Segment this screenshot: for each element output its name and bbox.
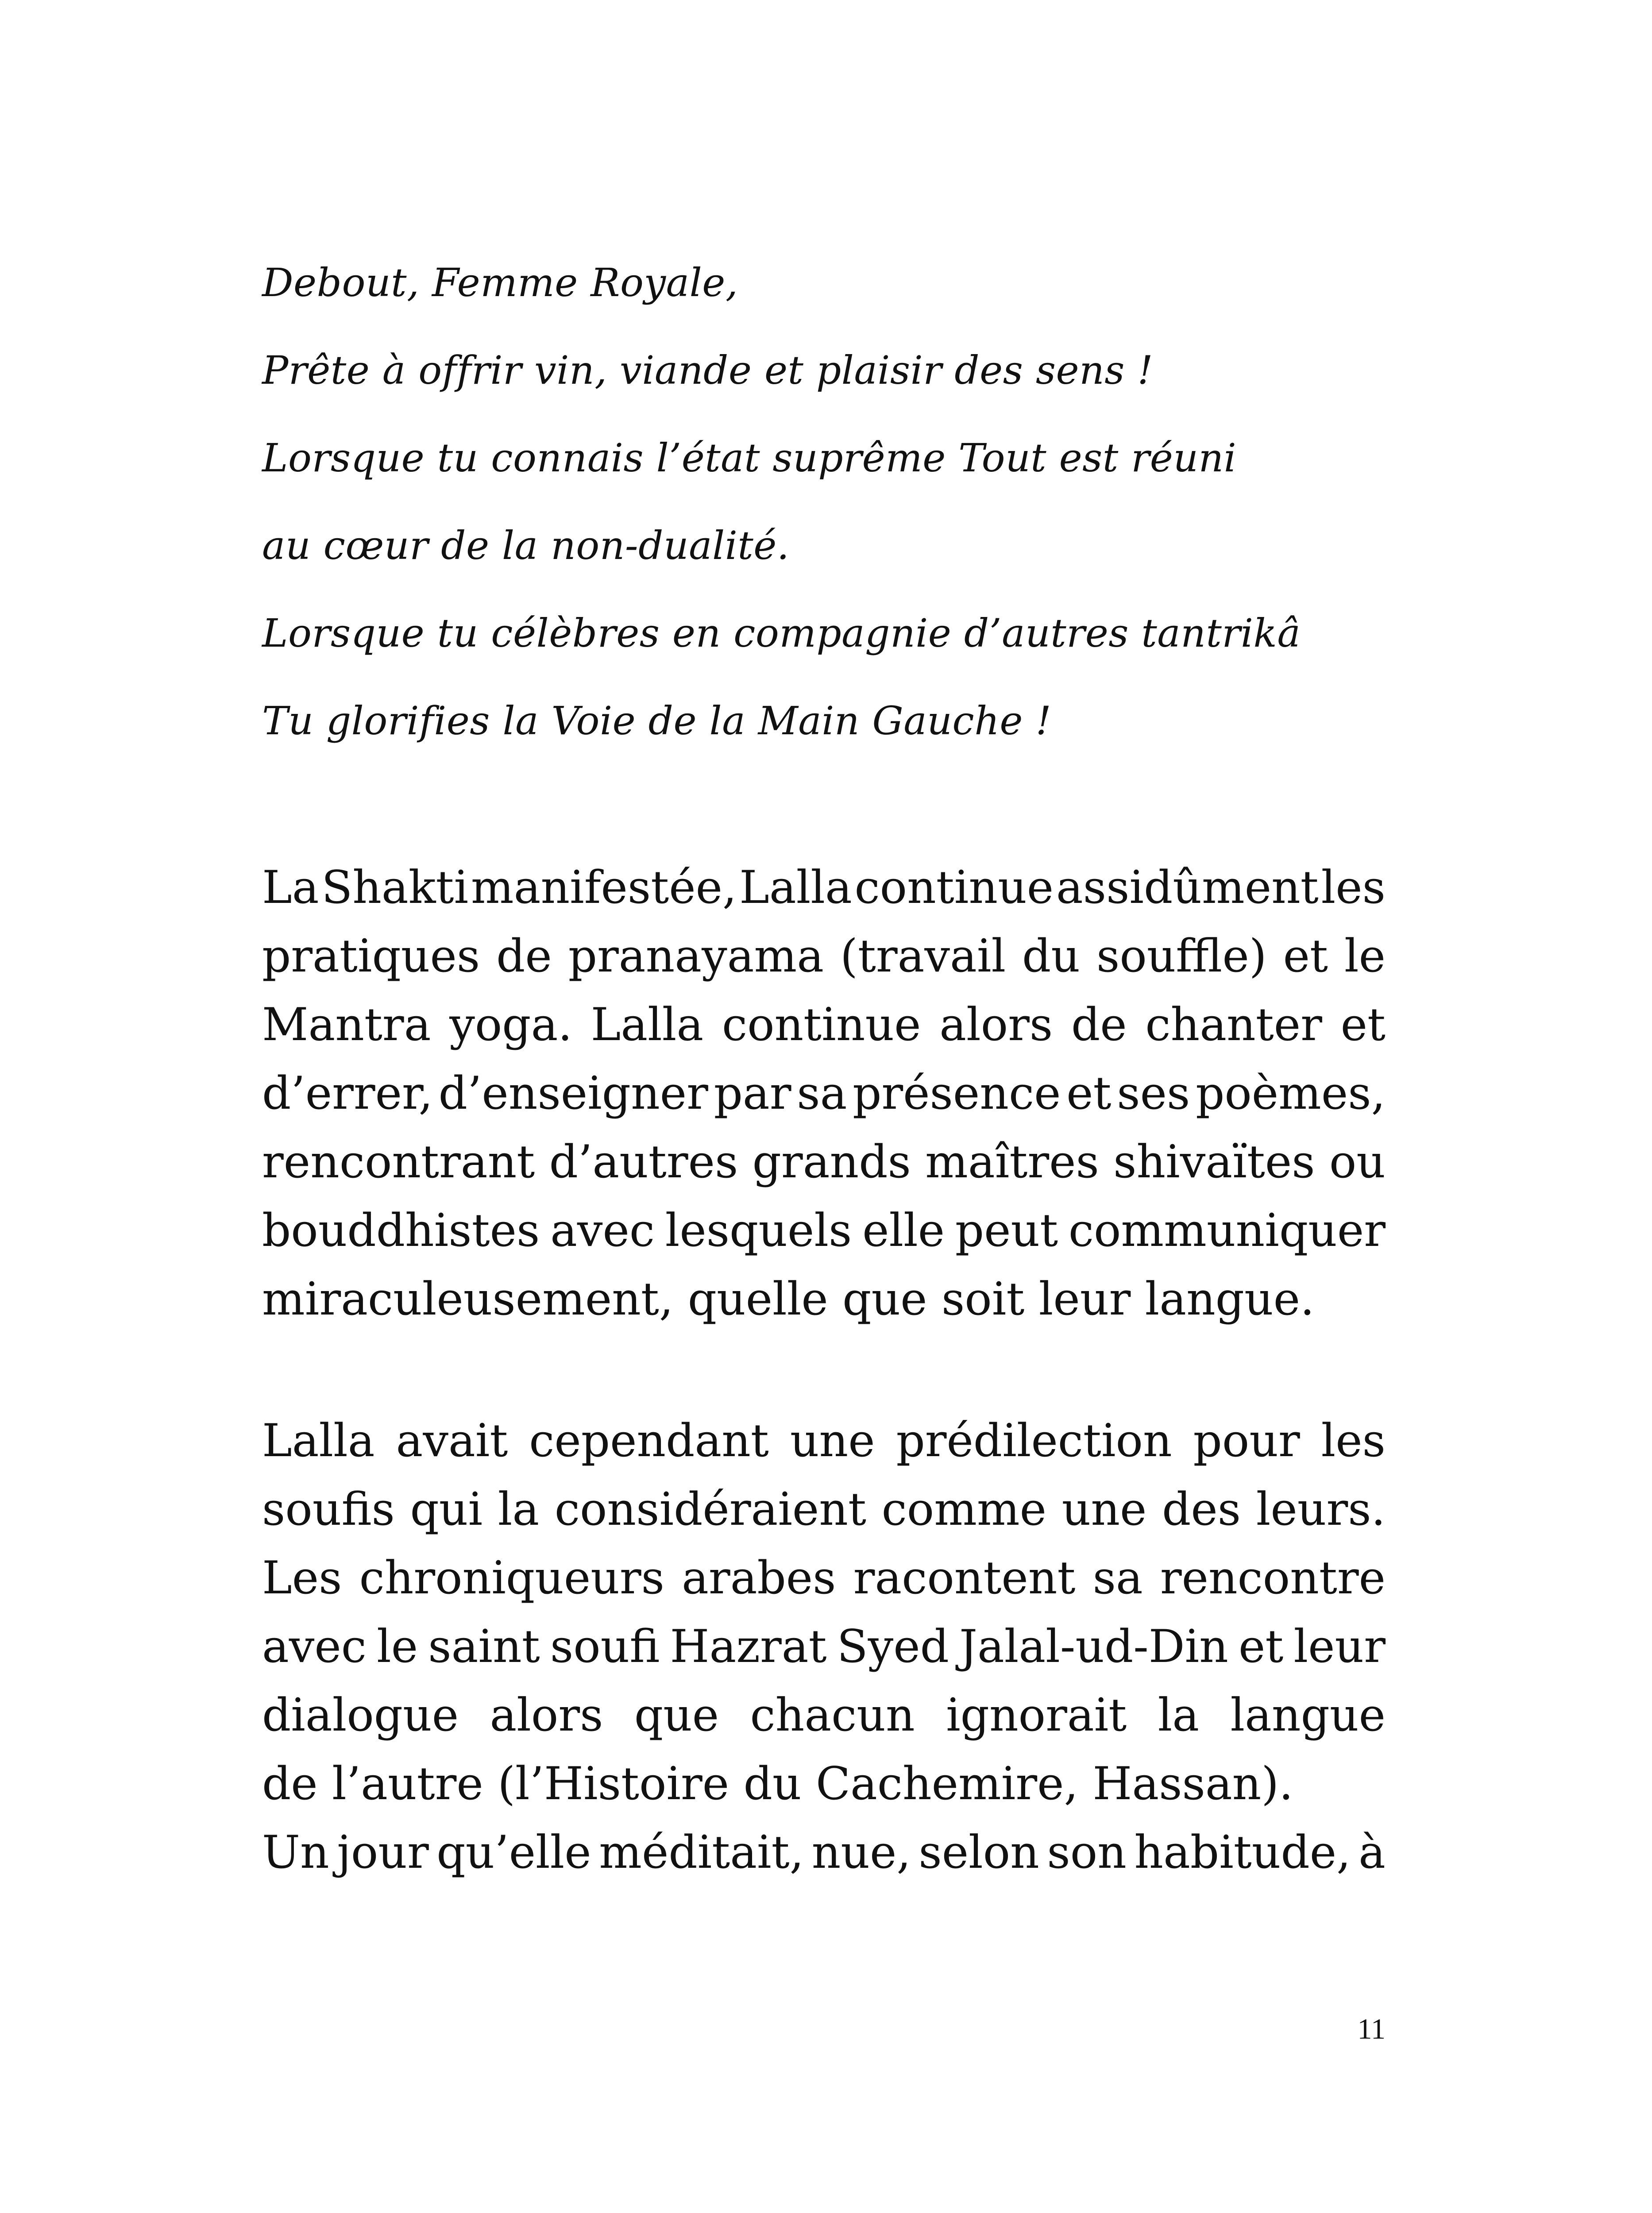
word: leur xyxy=(1293,1620,1386,1673)
word: méditait, xyxy=(599,1826,804,1879)
word: et xyxy=(1239,1620,1284,1673)
word: d’autres xyxy=(549,1136,738,1188)
word: que xyxy=(634,1689,719,1742)
paragraph-line xyxy=(262,853,1386,922)
paragraph-line xyxy=(262,1544,1386,1612)
word: quelle xyxy=(687,1273,828,1326)
word: des xyxy=(1162,1483,1241,1536)
word: Lalla xyxy=(591,999,704,1051)
word: comme xyxy=(881,1483,1046,1536)
word: souffle) xyxy=(1096,930,1267,983)
poem-line: au cœur de la non-dualité. xyxy=(262,523,790,568)
paragraph-line xyxy=(262,991,1386,1059)
paragraph-line xyxy=(262,1128,1386,1196)
word: miraculeusement, xyxy=(262,1273,674,1326)
paragraph-line xyxy=(262,1681,1386,1750)
poem-line: Lorsque tu connais l’état suprême Tout est réuni xyxy=(262,435,1237,481)
word: pranayama xyxy=(568,930,824,983)
word: rencontrant xyxy=(262,1136,535,1188)
word: chanter xyxy=(1145,999,1322,1051)
word: ignorait xyxy=(946,1689,1127,1742)
word: et xyxy=(1283,930,1328,983)
word: ou xyxy=(1329,1136,1386,1188)
word: manifestée, xyxy=(471,861,737,914)
word: avait xyxy=(396,1415,508,1467)
word: qu’elle xyxy=(436,1826,591,1879)
word: d’errer, xyxy=(262,1067,433,1120)
word: le xyxy=(377,1620,418,1673)
word: cependant xyxy=(529,1415,769,1467)
word: continue xyxy=(854,861,1054,914)
paragraph-line xyxy=(262,1612,1386,1681)
word: Hazrat xyxy=(670,1620,827,1673)
word: poèmes, xyxy=(1196,1067,1386,1120)
word: la xyxy=(498,1483,540,1536)
word: (travail xyxy=(840,930,1006,983)
word: dialogue xyxy=(262,1689,459,1742)
word: bouddhistes xyxy=(262,1204,540,1257)
word: Hassan). xyxy=(1092,1758,1293,1810)
word: ses xyxy=(1117,1067,1190,1120)
paragraph-line xyxy=(262,1059,1386,1128)
poem-line: Prête à offrir vin, viande et plaisir des sens ! xyxy=(262,347,1154,393)
word: jour xyxy=(337,1826,429,1879)
word: sa xyxy=(1092,1552,1143,1604)
word: une xyxy=(1061,1483,1147,1536)
word: les xyxy=(1321,1415,1386,1467)
page-number: 11 xyxy=(1357,2013,1386,2045)
word: et xyxy=(1066,1067,1112,1120)
word: leurs. xyxy=(1256,1483,1386,1536)
word: de xyxy=(1071,999,1127,1051)
word: Syed xyxy=(837,1620,949,1673)
word: soufi xyxy=(550,1620,660,1673)
paragraph-line xyxy=(262,1407,1386,1475)
word: soufis xyxy=(262,1483,395,1536)
word: prédilection xyxy=(896,1415,1172,1467)
word: du xyxy=(743,1758,802,1810)
word: langue. xyxy=(1145,1273,1315,1326)
word: chacun xyxy=(750,1689,915,1742)
word: Lalla xyxy=(262,1415,375,1467)
paragraph-line xyxy=(262,1475,1386,1544)
word: assidûment xyxy=(1056,861,1319,914)
word: maîtres xyxy=(925,1136,1099,1188)
word: sa xyxy=(797,1067,847,1120)
paragraph-line xyxy=(262,1750,1386,1818)
word: arabes xyxy=(682,1552,836,1604)
word: selon xyxy=(919,1826,1039,1879)
word: soit xyxy=(941,1273,1025,1326)
word: du xyxy=(1022,930,1081,983)
word: peut xyxy=(955,1204,1058,1257)
word: Cachemire, xyxy=(816,1758,1078,1810)
word: d’enseigner xyxy=(438,1067,708,1120)
word: (l’Histoire xyxy=(498,1758,730,1810)
word: lesquels xyxy=(665,1204,852,1257)
word: et xyxy=(1340,999,1386,1051)
word: saint xyxy=(428,1620,540,1673)
word: Shakti xyxy=(321,861,469,914)
word: alors xyxy=(490,1689,603,1742)
word: elle xyxy=(862,1204,945,1257)
word: l’autre xyxy=(332,1758,483,1810)
word: par xyxy=(714,1067,791,1120)
word: présence xyxy=(853,1067,1061,1120)
word: Mantra xyxy=(262,999,431,1051)
word: grands xyxy=(752,1136,911,1188)
poem-stanza xyxy=(262,239,1413,765)
poem-line: Debout, Femme Royale, xyxy=(262,260,738,305)
paragraph-line xyxy=(262,1818,1386,1887)
word: yoga. xyxy=(449,999,572,1051)
word: avec xyxy=(550,1204,655,1257)
word: Jalal-ud-Din xyxy=(959,1620,1228,1673)
word: leur xyxy=(1038,1273,1131,1326)
word: alors xyxy=(939,999,1053,1051)
paragraph-line xyxy=(262,922,1386,991)
word: qui xyxy=(410,1483,483,1536)
paragraph-line xyxy=(262,1265,1386,1334)
word: considéraient xyxy=(554,1483,866,1536)
word: rencontre xyxy=(1160,1552,1386,1604)
word: avec xyxy=(262,1620,367,1673)
word: pratiques xyxy=(262,930,480,983)
word: La xyxy=(262,861,319,914)
word: Les xyxy=(262,1552,342,1604)
word: la xyxy=(1158,1689,1200,1742)
word: racontent xyxy=(853,1552,1076,1604)
word: son xyxy=(1047,1826,1127,1879)
paragraph-2 xyxy=(262,1407,1386,1887)
word: les xyxy=(1321,861,1386,914)
word: continue xyxy=(722,999,921,1051)
word: le xyxy=(1344,930,1386,983)
word: nue, xyxy=(811,1826,911,1879)
word: pour xyxy=(1193,1415,1300,1467)
word: langue xyxy=(1230,1689,1386,1742)
word: habitude, xyxy=(1134,1826,1351,1879)
word: une xyxy=(790,1415,875,1467)
word: Un xyxy=(262,1826,329,1879)
word: shivaïtes xyxy=(1113,1136,1315,1188)
word: de xyxy=(496,930,552,983)
poem-line: Tu glorifies la Voie de la Main Gauche ! xyxy=(262,698,1052,744)
word: de xyxy=(262,1758,318,1810)
word: Lalla xyxy=(739,861,852,914)
paragraph-line xyxy=(262,1196,1386,1265)
word: que xyxy=(842,1273,927,1326)
word: chroniqueurs xyxy=(359,1552,665,1604)
word: communiquer xyxy=(1068,1204,1386,1257)
word: à xyxy=(1359,1826,1386,1879)
paragraph-1 xyxy=(262,853,1386,1334)
poem-line: Lorsque tu célèbres en compagnie d’autres tantrikâ xyxy=(262,610,1301,656)
